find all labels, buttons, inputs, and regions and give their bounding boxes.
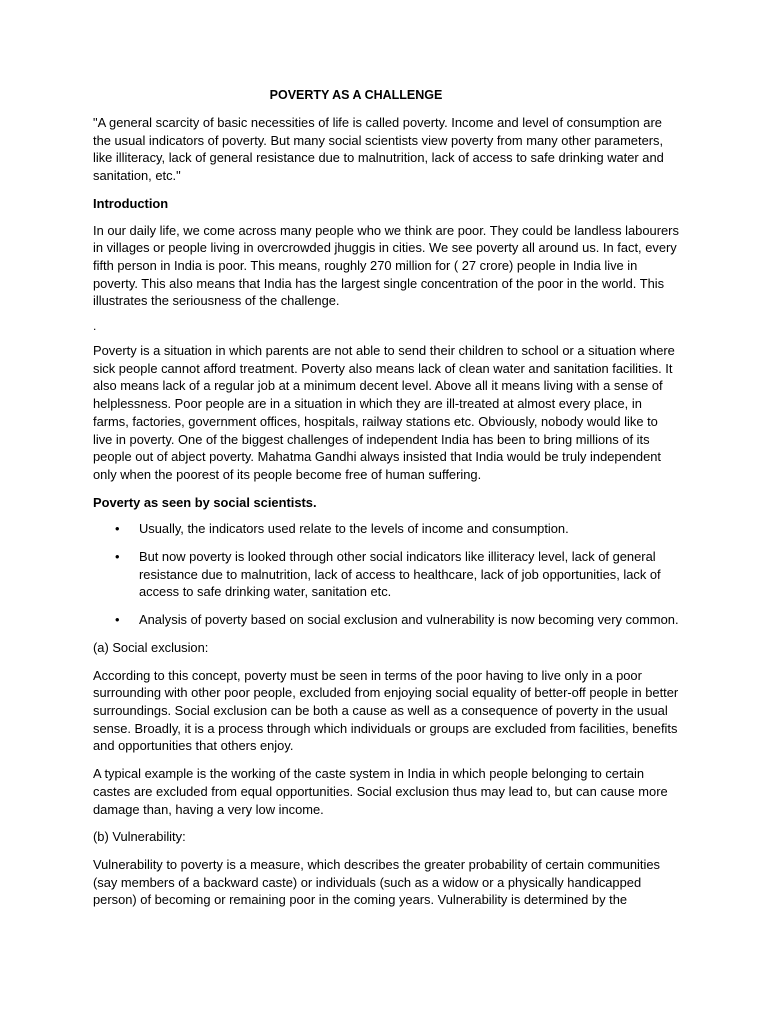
bullet-icon: • (115, 549, 120, 565)
document-title: POVERTY AS A CHALLENGE (269, 88, 443, 102)
list-item (93, 520, 679, 538)
vulnerability-paragraph: Vulnerability to poverty is a measure, which describes the greater probability of certain communities (say members of a backward caste) or individuals (such as a widow or a physically handicapped person) of becoming or remaining poor in the coming years. Vulnerability is determined by the (93, 856, 660, 908)
opening-quote: "A general scarcity of basic necessities of life is called poverty. Income and level of consumption are the usual indicators of poverty. But many social scientists view poverty from many other parameters, like illiteracy, lack of general resistance due to malnutrition, lack of access to safe drinking water and sanitation, etc." (93, 115, 664, 184)
social-exclusion-heading: (a) Social exclusion: (93, 639, 209, 655)
list-item-text: Usually, the indicators used relate to the levels of income and consumption. (139, 521, 569, 537)
poverty-definition-paragraph: Poverty is a situation in which parents are not able to send their children to school or a situation where sick people cannot afford treatment. Poverty also means lack of clean water and sanitation facilities. It also means lack of a regular job at a minimum decent level. Above all it means living with a sense of helplessness. Poor people are in a situation in which they are ill-treated at almost every place, in farms, factories, government offices, hospitals, railway stations etc. Obviously, nobody would like to live in poverty. One of the biggest challenges of independent India has been to bring millions of its people out of abject poverty. Mahatma Gandhi always insisted that India would be truly independent only when the poorest of its people become free of human suffering. (93, 343, 675, 482)
indicator-list (93, 520, 679, 629)
introduction-paragraph: In our daily life, we come across many people who we think are poor. They could be landless labourers in villages or people living in overcrowded jhuggis in cities. We see poverty all around us. In fact, every fifth person in India is poor. This means, roughly 270 million for ( 27 crore) people in India live in poverty. This also means that India has the largest single concentration of the poor in the world. This illustrates the seriousness of the challenge. (93, 222, 679, 309)
bullet-icon: • (115, 521, 120, 537)
bullet-icon: • (115, 612, 120, 628)
introduction-heading: Introduction (93, 195, 169, 211)
vulnerability-heading: (b) Vulnerability: (93, 829, 186, 845)
list-item-text: But now poverty is looked through other social indicators like illiteracy level, lack of general resistance due to malnutrition, lack of access to healthcare, lack of job opportunities, lack of access to safe drinking water, sanitation etc. (139, 549, 661, 600)
list-item-text: Analysis of poverty based on social exclusion and vulnerability is now becoming very common. (139, 612, 679, 628)
list-item (93, 548, 679, 601)
social-scientists-heading: Poverty as seen by social scientists. (93, 494, 317, 510)
stray-mark: . (93, 319, 97, 334)
caste-example-paragraph: A typical example is the working of the caste system in India in which people belonging to certain castes are excluded from equal opportunities. Social exclusion thus may lead to, but can cause more damage than, having a very low income. (93, 766, 668, 817)
list-item (93, 611, 679, 629)
social-exclusion-paragraph: According to this concept, poverty must be seen in terms of the poor having to live only in a poor surrounding with other poor people, excluded from enjoying social equality of better-off people in better surroundings. Social exclusion can be both a cause as well as a consequence of poverty in the usual sense. Broadly, it is a process through which individuals or groups are excluded from facilities, benefits and opportunities that others enjoy. (93, 667, 679, 754)
document-body (93, 87, 679, 919)
